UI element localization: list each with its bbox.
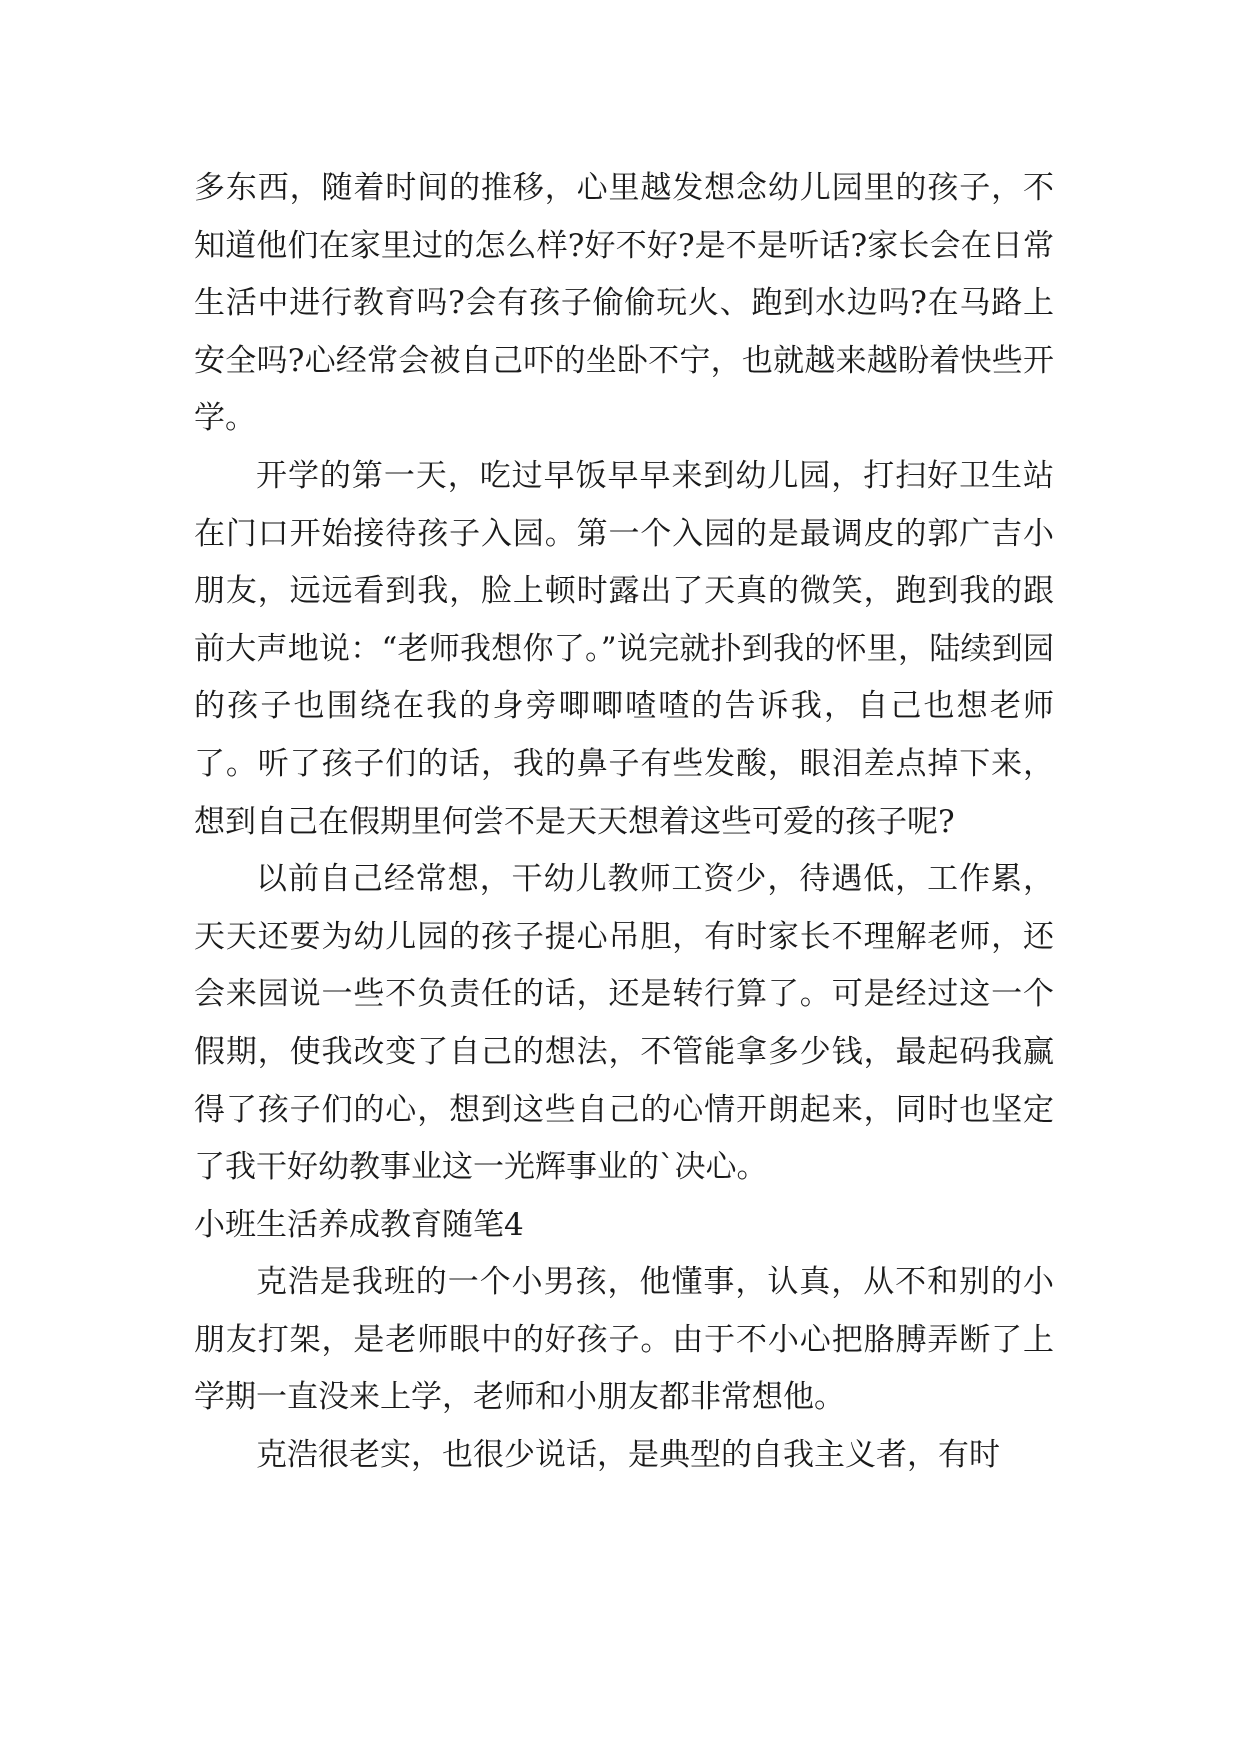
paragraph-kehao-intro: 克浩是我班的一个小男孩，他懂事，认真，从不和别的小朋友打架，是老师眼中的好孩子。由于不小心把胳膊弄断了上学期一直没来上学，老师和小朋友都非常想他。 bbox=[194, 1264, 1054, 1416]
paragraph-continuation: 多东西，随着时间的推移，心里越发想念幼儿园里的孩子，不知道他们在家里过的怎么样?好不好?是不是听话?家长会在日常生活中进行教育吗?会有孩子偷偷玩火、跑到水边吗?在马路上安全吗?心经常会被自己吓的坐卧不宁，也就越来越盼着快些开学。 bbox=[194, 170, 1054, 437]
document-body bbox=[194, 160, 1054, 1485]
section-heading: 小班生活养成教育随笔4 bbox=[194, 1206, 524, 1243]
paragraph-reflection: 以前自己经常想，干幼儿教师工资少，待遇低，工作累，天天还要为幼儿园的孩子提心吊胆，有时家长不理解老师，还会来园说一些不负责任的话，还是转行算了。可是经过这一个假期，使我改变了自己的想法，不管能拿多少钱，最起码我赢得了孩子们的心，想到这些自己的心情开朗起来，同时也坚定了我干好幼教事业这一光辉事业的`决心。 bbox=[194, 861, 1054, 1186]
paragraph-kehao-character: 克浩很老实，也很少说话，是典型的自我主义者，有时 bbox=[256, 1437, 1000, 1474]
paragraph-first-day: 开学的第一天，吃过早饭早早来到幼儿园，打扫好卫生站在门口开始接待孩子入园。第一个入园的是最调皮的郭广吉小朋友，远远看到我，脸上顿时露出了天真的微笑，跑到我的跟前大声地说：“老师我想你了。”说完就扑到我的怀里，陆续到园的孩子也围绕在我的身旁唧唧喳喳的告诉我，自己也想老师了。听了孩子们的话，我的鼻子有些发酸，眼泪差点掉下来，想到自己在假期里何尝不是天天想着这些可爱的孩子呢? bbox=[194, 457, 1054, 840]
